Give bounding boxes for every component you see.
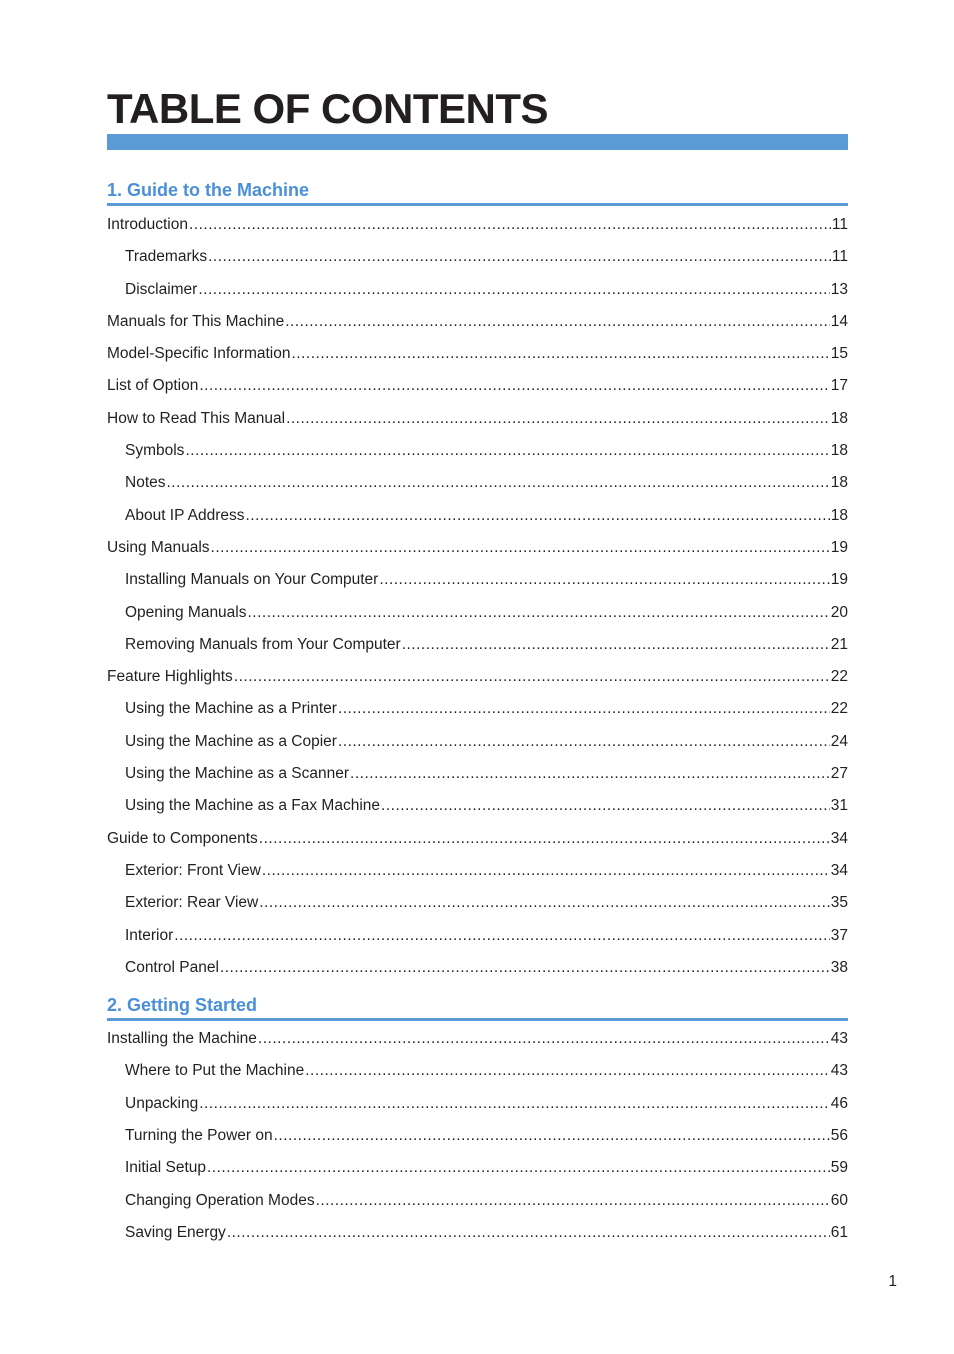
toc-entry-label: How to Read This Manual (107, 409, 286, 427)
toc-dot-leader (316, 1191, 830, 1211)
toc-dot-leader (259, 829, 830, 849)
toc-entry-label: Exterior: Rear View (125, 894, 259, 912)
toc-dot-leader (211, 538, 830, 558)
toc-entry[interactable] (107, 829, 848, 861)
toc-entry-page: 18 (830, 409, 848, 427)
section-heading-getting-started[interactable]: 2. Getting Started (107, 994, 848, 1021)
toc-entry-page: 19 (830, 538, 848, 556)
toc-entry-page: 35 (830, 894, 848, 912)
toc-entry[interactable] (107, 1223, 848, 1255)
toc-list-section-1 (107, 215, 848, 990)
toc-entry-label: Notes (125, 474, 166, 492)
toc-entry-label: Turning the Power on (125, 1127, 273, 1145)
toc-entry[interactable] (107, 1029, 848, 1061)
toc-entry-label: Installing the Machine (107, 1030, 257, 1048)
toc-dot-leader (381, 796, 830, 816)
toc-entry[interactable] (107, 280, 848, 312)
toc-entry[interactable] (107, 603, 848, 635)
toc-dot-leader (167, 473, 830, 493)
toc-entry[interactable] (107, 473, 848, 505)
toc-entry-label: Guide to Components (107, 829, 258, 847)
toc-entry-label: Exterior: Front View (125, 861, 261, 879)
toc-entry-label: Opening Manuals (125, 603, 247, 621)
toc-entry-page: 27 (830, 765, 848, 783)
toc-entry-page: 24 (830, 732, 848, 750)
toc-dot-leader (305, 1061, 830, 1081)
toc-entry-page: 15 (830, 345, 848, 363)
toc-entry[interactable] (107, 796, 848, 828)
toc-entry-page: 13 (830, 280, 848, 298)
toc-dot-leader (274, 1126, 830, 1146)
toc-dot-leader (338, 732, 830, 752)
toc-entry-label: Using the Machine as a Scanner (125, 765, 350, 783)
toc-entry[interactable] (107, 1126, 848, 1158)
toc-dot-leader (350, 764, 830, 784)
page-title: TABLE OF CONTENTS (107, 85, 549, 132)
toc-dot-leader (286, 409, 830, 429)
toc-entry-label: Disclaimer (125, 280, 198, 298)
toc-entry[interactable] (107, 441, 848, 473)
toc-entry[interactable] (107, 247, 848, 279)
toc-entry-label: Model-Specific Information (107, 345, 291, 363)
toc-entry-label: Initial Setup (125, 1159, 206, 1177)
toc-list-section-2 (107, 1029, 848, 1255)
toc-entry-page: 20 (830, 603, 848, 621)
toc-entry-label: Manuals for This Machine (107, 312, 285, 330)
toc-dot-leader (185, 441, 829, 461)
toc-entry-page: 11 (831, 216, 848, 233)
toc-entry-label: Using the Machine as a Fax Machine (125, 797, 381, 815)
toc-entry-page: 22 (830, 700, 848, 718)
toc-entry-label: List of Option (107, 377, 199, 395)
toc-dot-leader (220, 958, 830, 978)
toc-entry[interactable] (107, 893, 848, 925)
toc-dot-leader (285, 312, 830, 332)
toc-entry-page: 34 (830, 829, 848, 847)
toc-entry-page: 18 (830, 474, 848, 492)
toc-entry[interactable] (107, 506, 848, 538)
page-number: 1 (888, 1273, 897, 1290)
toc-entry[interactable] (107, 570, 848, 602)
toc-entry-page: 34 (830, 861, 848, 879)
toc-dot-leader (402, 635, 830, 655)
toc-dot-leader (234, 667, 830, 687)
toc-dot-leader (262, 861, 830, 881)
toc-entry-label: Interior (125, 926, 174, 944)
toc-entry-page: 61 (830, 1223, 848, 1241)
toc-dot-leader (208, 247, 831, 267)
toc-dot-leader (338, 699, 830, 719)
toc-dot-leader (174, 926, 830, 946)
toc-dot-leader (258, 1029, 830, 1049)
toc-entry-label: Where to Put the Machine (125, 1062, 305, 1080)
toc-entry-label: Unpacking (125, 1094, 199, 1112)
toc-entry[interactable] (107, 1061, 848, 1093)
toc-entry[interactable] (107, 667, 848, 699)
toc-entry-page: 11 (831, 248, 848, 266)
toc-entry-page: 60 (830, 1191, 848, 1209)
toc-entry-page: 43 (830, 1030, 848, 1048)
toc-entry-page: 46 (830, 1094, 848, 1112)
toc-entry[interactable] (107, 635, 848, 667)
toc-entry-page: 18 (830, 442, 848, 460)
toc-entry[interactable] (107, 926, 848, 958)
toc-entry-label: About IP Address (125, 506, 245, 524)
toc-entry-page: 31 (830, 797, 848, 815)
toc-dot-leader (292, 344, 830, 364)
toc-entry-page: 21 (830, 635, 848, 653)
toc-entry-page: 17 (830, 377, 848, 395)
toc-dot-leader (199, 376, 829, 396)
toc-entry[interactable] (107, 764, 848, 796)
toc-dot-leader (207, 1158, 830, 1178)
toc-entry-label: Trademarks (125, 248, 208, 266)
toc-entry-page: 18 (830, 506, 848, 524)
toc-dot-leader (246, 506, 830, 526)
toc-entry-page: 38 (830, 958, 848, 976)
toc-entry-label: Installing Manuals on Your Computer (125, 571, 379, 589)
toc-dot-leader (259, 893, 830, 913)
toc-entry-label: Saving Energy (125, 1223, 226, 1241)
toc-entry[interactable] (107, 215, 848, 247)
toc-entry[interactable] (107, 958, 848, 990)
toc-entry[interactable] (107, 312, 848, 344)
toc-dot-leader (198, 280, 829, 300)
toc-entry-page: 19 (830, 571, 848, 589)
toc-entry-label: Removing Manuals from Your Computer (125, 635, 401, 653)
toc-entry-page: 14 (830, 312, 848, 330)
toc-entry[interactable] (107, 538, 848, 570)
toc-entry[interactable] (107, 376, 848, 408)
toc-entry[interactable] (107, 1094, 848, 1126)
toc-dot-leader (199, 1094, 830, 1114)
toc-dot-leader (379, 570, 829, 590)
toc-entry[interactable] (107, 861, 848, 893)
toc-entry[interactable] (107, 732, 848, 764)
toc-entry-label: Using Manuals (107, 538, 210, 556)
title-underline-bar (107, 134, 848, 150)
section-heading-guide-to-machine[interactable]: 1. Guide to the Machine (107, 179, 848, 206)
toc-entry-label: Introduction (107, 216, 188, 233)
toc-entry-page: 37 (830, 926, 848, 944)
toc-entry-label: Feature Highlights (107, 668, 233, 686)
toc-dot-leader (248, 603, 830, 623)
toc-entry-label: Symbols (125, 442, 185, 460)
toc-entry[interactable] (107, 344, 848, 376)
toc-entry[interactable] (107, 1158, 848, 1190)
toc-dot-leader (227, 1223, 830, 1243)
toc-entry-page: 56 (830, 1127, 848, 1145)
toc-entry[interactable] (107, 409, 848, 441)
toc-entry-label: Using the Machine as a Printer (125, 700, 337, 718)
toc-entry[interactable] (107, 1191, 848, 1223)
toc-entry[interactable] (107, 699, 848, 731)
toc-entry-page: 59 (830, 1159, 848, 1177)
toc-entry-page: 22 (830, 668, 848, 686)
toc-entry-label: Control Panel (125, 958, 219, 976)
toc-dot-leader (189, 215, 831, 235)
toc-entry-label: Using the Machine as a Copier (125, 732, 337, 750)
toc-page (107, 86, 848, 1255)
toc-entry-label: Changing Operation Modes (125, 1191, 315, 1209)
toc-entry-page: 43 (830, 1062, 848, 1080)
